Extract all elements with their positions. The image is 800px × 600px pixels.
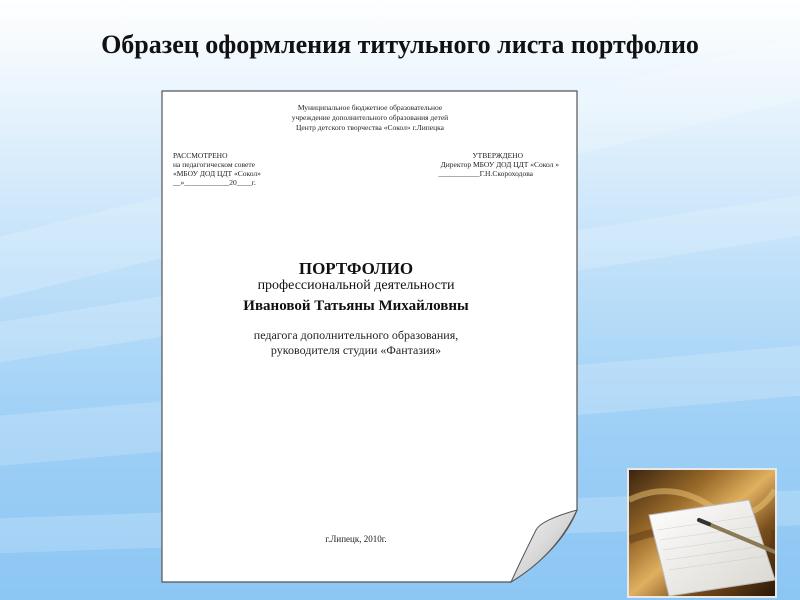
approval-approved xyxy=(438,151,559,178)
approval-line: на педагогическом совете xyxy=(173,160,255,169)
approval-line: «МБОУ ДОД ЦДТ «Сокол» xyxy=(173,169,261,178)
approval-line: ___________Г.Н.Скороходова xyxy=(438,169,533,178)
institution-header xyxy=(161,103,579,133)
city-year: г.Липецк, 2010г. xyxy=(325,534,387,544)
portfolio-subtitle: профессиональной деятельности xyxy=(257,278,455,293)
title-page-sample xyxy=(161,90,579,583)
portfolio-title: ПОРТФОЛИО xyxy=(298,259,414,278)
approval-line: РАССМОТРЕНО xyxy=(173,151,228,160)
header-line: Центр детского творчества «Сокол» г.Липецка xyxy=(296,123,444,132)
teacher-name: Ивановой Татьяны Михайловны xyxy=(243,298,469,314)
approval-line: УТВЕРЖДЕНО xyxy=(472,151,523,160)
header-line: Муниципальное бюджетное образовательное xyxy=(297,103,443,112)
notebook-pen-image xyxy=(627,468,777,598)
approval-line: __»____________20____г. xyxy=(173,178,256,187)
approval-considered xyxy=(173,151,261,187)
position-line: педагога дополнительного образования, xyxy=(253,328,459,342)
position-line: руководителя студии «Фантазия» xyxy=(270,343,442,357)
header-line: учреждение дополнительного образования детей xyxy=(291,113,449,122)
teacher-position xyxy=(161,328,551,358)
approval-line: Директор МБОУ ДОД ЦДТ «Сокол » xyxy=(440,160,559,169)
slide-title: Образец оформления титульного листа портфолио xyxy=(101,30,699,59)
